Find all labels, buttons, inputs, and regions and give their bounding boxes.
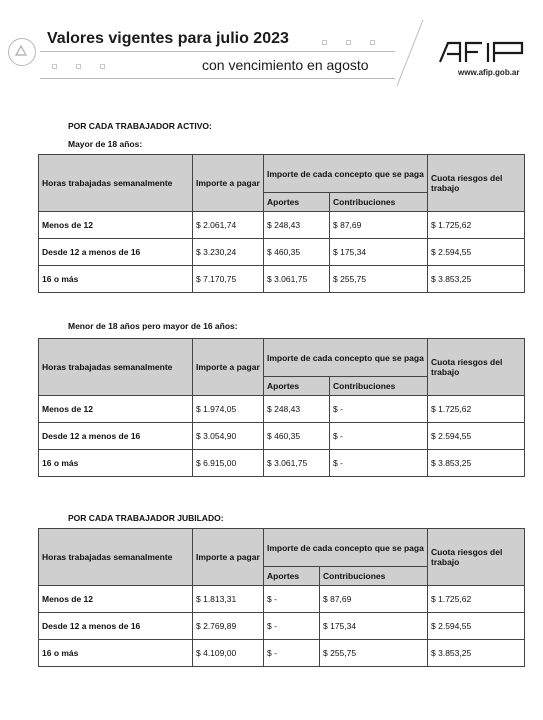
col-header-amount: Importe a pagar: [193, 339, 264, 396]
table-row: [39, 586, 525, 613]
cell-aportes: $ -: [264, 613, 320, 640]
table-row: [39, 396, 525, 423]
col-header-concept: Importe de cada concepto que se paga: [264, 339, 428, 377]
decor-square: [52, 64, 57, 69]
row-label: Desde 12 a menos de 16: [39, 613, 193, 640]
col-header-hours: Horas trabajadas semanalmente: [39, 529, 193, 586]
cell-cuota: $ 2.594,55: [428, 239, 525, 266]
diagonal-divider: [395, 18, 425, 88]
cell-contribuciones: $ 175,34: [320, 613, 428, 640]
row-label: 16 o más: [39, 266, 193, 293]
col-header-aportes: Aportes: [264, 567, 320, 586]
col-header-concept: Importe de cada concepto que se paga: [264, 155, 428, 193]
page-title: Valores vigentes para julio 2023: [47, 30, 289, 47]
cell-aportes: $ 3.061,75: [264, 450, 330, 477]
subtitle-rule: [40, 78, 395, 79]
col-header-amount: Importe a pagar: [193, 155, 264, 212]
cell-importe: $ 1.974,05: [193, 396, 264, 423]
row-label: Menos de 12: [39, 396, 193, 423]
document-header: [0, 0, 543, 95]
col-header-cuota: Cuota riesgos del trabajo: [428, 155, 525, 212]
cell-cuota: $ 1.725,62: [428, 586, 525, 613]
triangle-circle-icon: [8, 38, 36, 66]
row-label: Desde 12 a menos de 16: [39, 239, 193, 266]
col-header-aportes: Aportes: [264, 377, 330, 396]
cell-importe: $ 1.813,31: [193, 586, 264, 613]
table-row: [39, 212, 525, 239]
cell-importe: $ 2.769,89: [193, 613, 264, 640]
col-header-hours: Horas trabajadas semanalmente: [39, 155, 193, 212]
cell-contribuciones: $ -: [330, 423, 428, 450]
decor-square: [100, 64, 105, 69]
cell-cuota: $ 3.853,25: [428, 640, 525, 667]
cell-aportes: $ 248,43: [264, 212, 330, 239]
section-subheading-16to18: Menor de 18 años pero mayor de 16 años:: [68, 321, 238, 331]
cell-aportes: $ -: [264, 586, 320, 613]
cell-importe: $ 4.109,00: [193, 640, 264, 667]
cell-contribuciones: $ 87,69: [320, 586, 428, 613]
table-active-16to18: [38, 338, 525, 477]
decor-square: [76, 64, 81, 69]
cell-contribuciones: $ 175,34: [330, 239, 428, 266]
cell-importe: $ 3.230,24: [193, 239, 264, 266]
brand-url: www.afip.gob.ar: [458, 68, 520, 77]
afip-logo: [438, 40, 530, 64]
cell-cuota: $ 2.594,55: [428, 423, 525, 450]
table-retired: [38, 528, 525, 667]
col-header-amount: Importe a pagar: [193, 529, 264, 586]
col-header-contribuciones: Contribuciones: [330, 377, 428, 396]
decor-square: [346, 40, 351, 45]
cell-contribuciones: $ 87,69: [330, 212, 428, 239]
row-label: Desde 12 a menos de 16: [39, 423, 193, 450]
cell-importe: $ 3.054,90: [193, 423, 264, 450]
table-row: [39, 450, 525, 477]
row-label: 16 o más: [39, 640, 193, 667]
page-subtitle: con vencimiento en agosto: [202, 57, 369, 73]
cell-contribuciones: $ -: [330, 396, 428, 423]
col-header-hours: Horas trabajadas semanalmente: [39, 339, 193, 396]
cell-cuota: $ 3.853,25: [428, 450, 525, 477]
cell-contribuciones: $ -: [330, 450, 428, 477]
table-active-over18: [38, 154, 525, 293]
col-header-cuota: Cuota riesgos del trabajo: [428, 529, 525, 586]
cell-aportes: $ 460,35: [264, 423, 330, 450]
section-heading-retired: POR CADA TRABAJADOR JUBILADO:: [68, 513, 224, 523]
col-header-cuota: Cuota riesgos del trabajo: [428, 339, 525, 396]
section-subheading-over18: Mayor de 18 años:: [68, 139, 143, 149]
row-label: Menos de 12: [39, 586, 193, 613]
col-header-concept: Importe de cada concepto que se paga: [264, 529, 428, 567]
table-row: [39, 640, 525, 667]
cell-aportes: $ 3.061,75: [264, 266, 330, 293]
col-header-contribuciones: Contribuciones: [330, 193, 428, 212]
cell-aportes: $ 248,43: [264, 396, 330, 423]
col-header-contribuciones: Contribuciones: [320, 567, 428, 586]
title-rule: [40, 51, 395, 52]
cell-cuota: $ 1.725,62: [428, 212, 525, 239]
row-label: Menos de 12: [39, 212, 193, 239]
section-heading-active: POR CADA TRABAJADOR ACTIVO:: [68, 121, 212, 131]
table-row: [39, 613, 525, 640]
cell-importe: $ 7.170,75: [193, 266, 264, 293]
row-label: 16 o más: [39, 450, 193, 477]
cell-contribuciones: $ 255,75: [330, 266, 428, 293]
cell-aportes: $ -: [264, 640, 320, 667]
table-row: [39, 266, 525, 293]
cell-aportes: $ 460,35: [264, 239, 330, 266]
cell-cuota: $ 3.853,25: [428, 266, 525, 293]
col-header-aportes: Aportes: [264, 193, 330, 212]
cell-importe: $ 2.061,74: [193, 212, 264, 239]
table-row: [39, 423, 525, 450]
cell-cuota: $ 1.725,62: [428, 396, 525, 423]
table-row: [39, 239, 525, 266]
decor-square: [370, 40, 375, 45]
cell-contribuciones: $ 255,75: [320, 640, 428, 667]
decor-square: [322, 40, 327, 45]
cell-cuota: $ 2.594,55: [428, 613, 525, 640]
cell-importe: $ 6.915,00: [193, 450, 264, 477]
